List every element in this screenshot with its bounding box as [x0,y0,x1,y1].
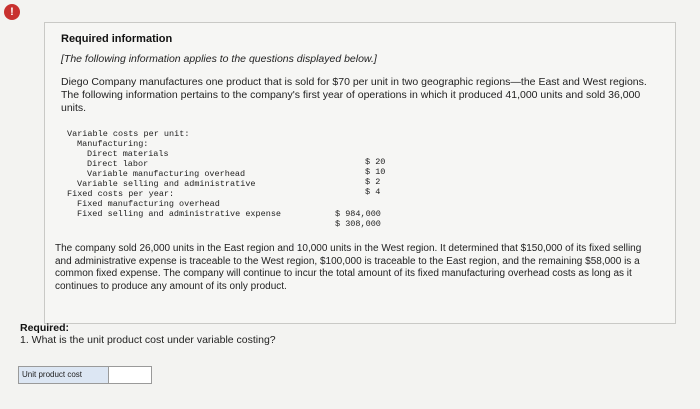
detail-paragraph: The company sold 26,000 units in the East region and 10,000 units in the West region. It determined that $150,000 of its fixed selling and administrative expense is traceable to the West region, $100,000 is traceable to the East region, and the remaining $58,000 is a common fixed expense. The company will continue to incur the total amount of its fixed manufacturing overhead costs as long as it continues to produce any amount of its only product. [55,243,642,292]
cost-value-fixed-mfg-overhead: $ 984,000 [335,209,381,219]
cost-label-fixed-mfg-overhead: Fixed manufacturing overhead [77,199,220,209]
cost-label-direct-materials: Direct materials [87,149,169,159]
panel-note: [The following information applies to the questions displayed below.] [61,53,377,65]
intro-paragraph: Diego Company manufactures one product that is sold for $70 per unit in two geographic regions—the East and West regions. The following information pertains to the company's first year of operations in which it produced 41,000 units and sold 36,000 units. [61,76,647,114]
cost-label-variable-costs: Variable costs per unit: [67,129,190,139]
panel-title: Required information [61,33,173,45]
cost-value-direct-materials: $ 20 [365,157,386,167]
cost-label-direct-labor: Direct labor [87,159,149,169]
cost-value-fixed-selling-admin: $ 308,000 [335,219,381,229]
cost-label-fixed-selling-admin: Fixed selling and administrative expense [77,209,282,219]
unit-product-cost-label: Unit product cost [19,367,109,383]
alert-icon: ! [4,4,20,20]
cost-label-manufacturing: Manufacturing: [77,139,149,149]
required-heading: Required: [20,322,70,334]
cost-value-variable-mfg-overhead: $ 2 [365,177,381,187]
unit-product-cost-input[interactable] [109,367,151,383]
question-text: 1. What is the unit product cost under variable costing? [20,334,276,346]
required-information-panel [44,22,676,324]
answer-row [18,366,152,384]
cost-label-variable-mfg-overhead: Variable manufacturing overhead [87,169,246,179]
cost-label-variable-selling-admin: Variable selling and administrative [77,179,256,189]
cost-label-fixed-costs: Fixed costs per year: [67,189,175,199]
cost-value-variable-selling-admin: $ 4 [365,187,381,197]
cost-value-direct-labor: $ 10 [365,167,386,177]
